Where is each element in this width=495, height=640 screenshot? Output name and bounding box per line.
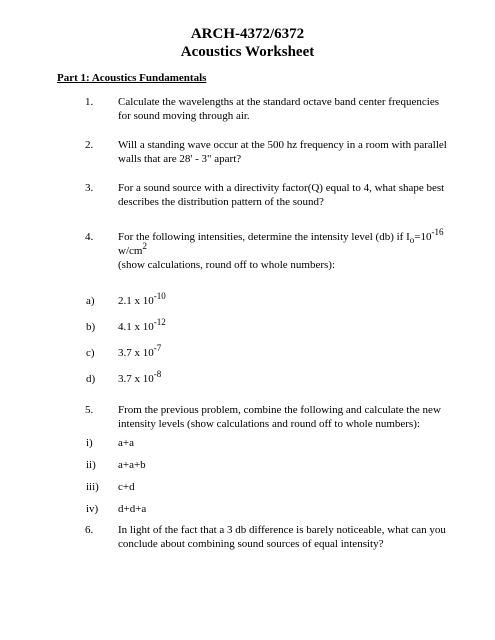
question-number: 1. <box>85 96 94 108</box>
part-1-heading: Part 1: Acoustics Fundamentals <box>57 72 207 84</box>
item-label: c) <box>86 347 95 359</box>
question-number: 4. <box>85 231 94 243</box>
item-label: b) <box>86 321 96 333</box>
item-label: d) <box>86 373 96 385</box>
question-text: In light of the fact that a 3 db difference is barely noticeable, what can you conclude about combining sound sources of equal intensity? <box>118 524 446 550</box>
item-label: ii) <box>86 459 96 471</box>
item-label: i) <box>86 437 93 449</box>
course-code: ARCH-4372/6372 <box>190 26 305 42</box>
question-text: Calculate the wavelengths at the standard octave band center frequencies for sound moving through air. <box>118 96 439 122</box>
item-value: 3.7 x $10^{-8}$ <box>118 369 162 385</box>
question-text: Will a standing wave occur at the 500 hz frequency in a room with parallel walls that are 28' - 3" apart? <box>118 139 447 165</box>
item-value: d+d+a <box>118 503 147 515</box>
item-value: a+a <box>118 437 134 449</box>
question-text: For a sound source with a directivity factor(Q) equal to 4, what shape best describes the distribution pattern of the sound? <box>118 182 445 208</box>
question-number: 2. <box>85 139 94 151</box>
item-value: c+d <box>118 481 135 493</box>
item-value: 2.1 x $10^{-10}$ <box>118 291 166 307</box>
item-value: a+a+b <box>118 459 146 471</box>
question-text: For the following intensities, determine the intensity level (db) if $I_o=10^{-16}$ $w/cm^2$ (show calculations, round off to whole numbers): <box>118 227 444 271</box>
item-label: iv) <box>86 503 99 515</box>
question-number: 3. <box>85 182 94 194</box>
worksheet-title: Acoustics Worksheet <box>180 44 315 60</box>
question-text: From the previous problem, combine the following and calculate the new intensity levels (show calculations and round off to whole numbers): <box>118 404 441 430</box>
question-number: 6. <box>85 524 94 536</box>
item-value: 4.1 x $10^{-12}$ <box>118 317 166 333</box>
question-number: 5. <box>85 404 94 416</box>
item-label: iii) <box>86 481 99 493</box>
item-label: a) <box>86 295 95 307</box>
item-value: 3.7 x $10^{-7}$ <box>118 343 162 359</box>
